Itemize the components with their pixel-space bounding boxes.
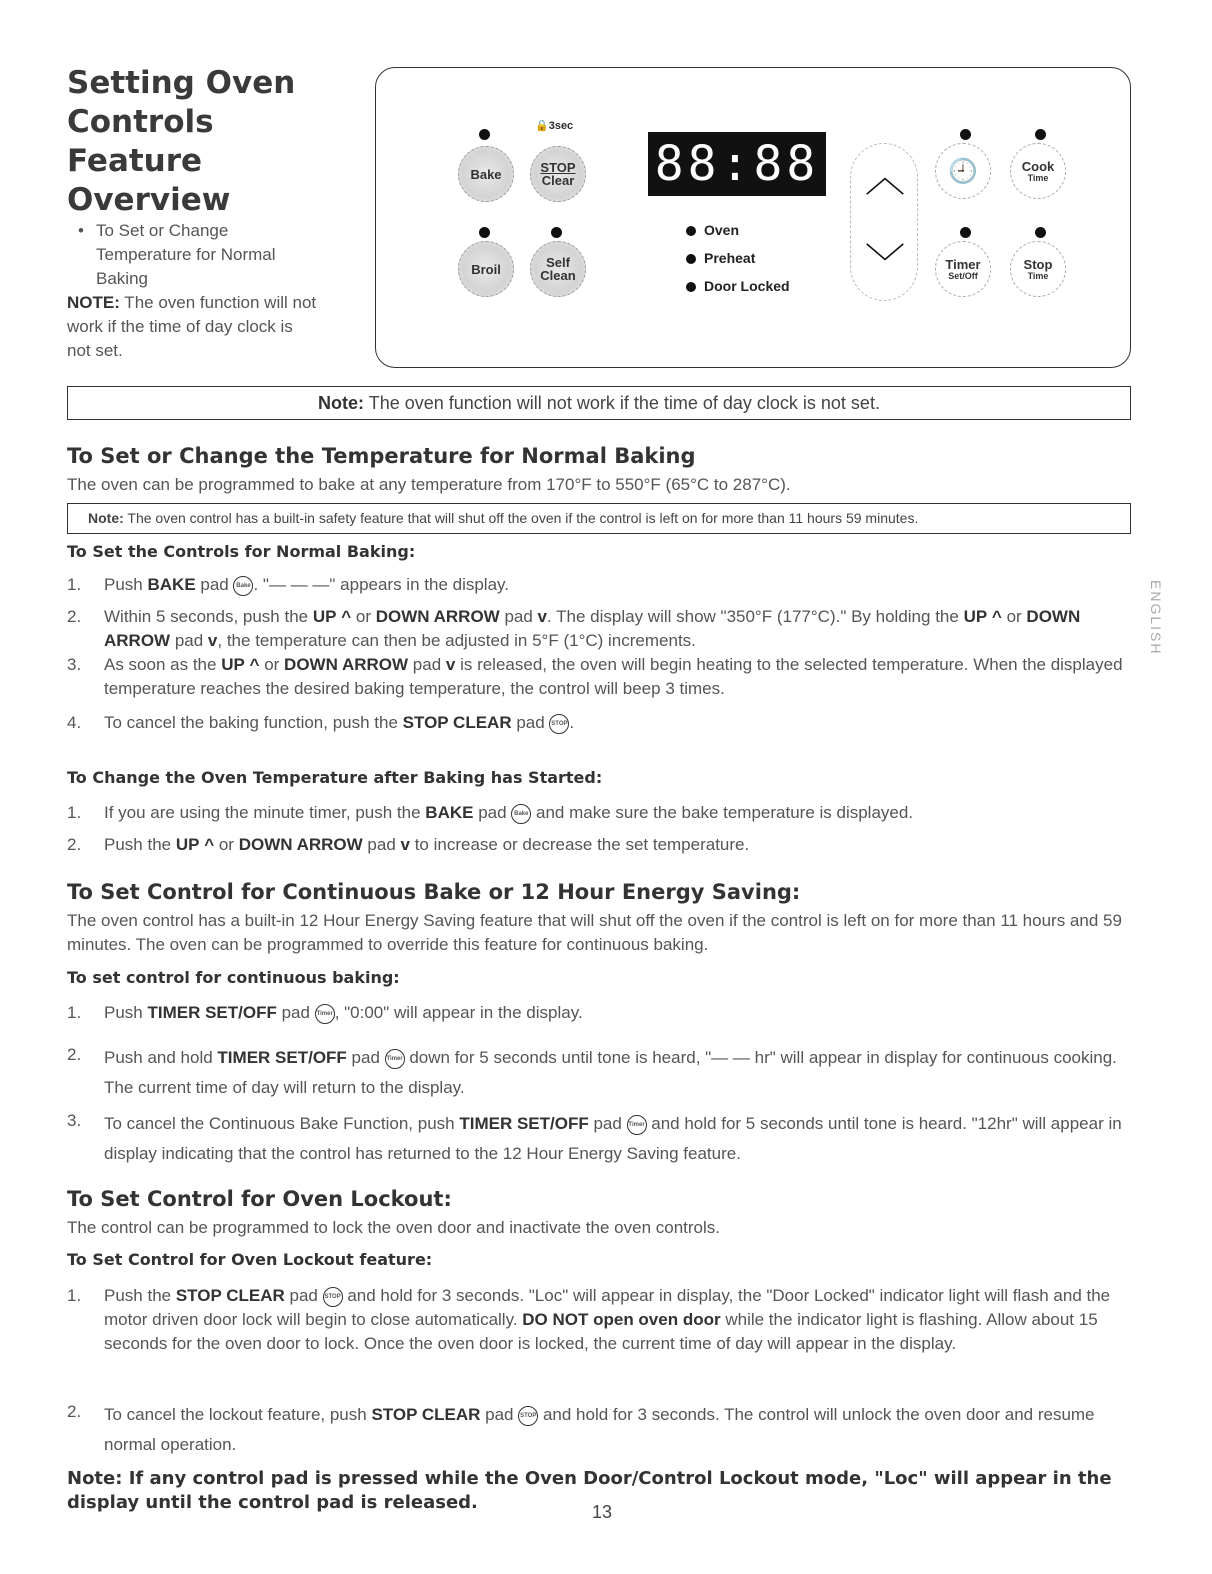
- self-label: Self: [546, 255, 570, 270]
- timer-pad-icon: Timer: [385, 1049, 405, 1069]
- cook-time-pad[interactable]: [1010, 143, 1066, 199]
- clock-led-icon: [960, 129, 971, 140]
- section-intro: The oven control has a built-in 12 Hour Energy Saving feature that will shut off the oven if the control is left on for more than 11 hours and 59 minutes. The oven can be programmed to override this feature for continuous baking.: [67, 911, 1122, 954]
- digital-display: [648, 132, 826, 196]
- timer-pad-icon: Timer: [627, 1115, 647, 1135]
- stop-time-led-icon: [1035, 227, 1046, 238]
- final-note: Note: If any control pad is pressed while the Oven Door/Control Lockout mode, "Loc" will appear in the display until the control pad is released.: [67, 1468, 1112, 1513]
- stop-label: STOP: [540, 160, 576, 175]
- bake-pad[interactable]: [458, 146, 514, 202]
- note-text: The oven control has a built-in safety feature that will shut off the oven if the control is left on for more than 11 hours 59 minutes.: [123, 510, 919, 526]
- lock-label: 3sec: [548, 120, 574, 132]
- timer-pad-icon: Timer: [315, 1004, 335, 1024]
- title-line: Controls: [67, 104, 214, 140]
- down-arrow-icon[interactable]: ﹀: [865, 241, 905, 287]
- page-number: 13: [592, 1502, 613, 1522]
- clock-pad[interactable]: [935, 143, 991, 199]
- note-text: The oven function will not work if the time of day clock is not set.: [364, 393, 880, 413]
- safety-note-box: [67, 503, 1131, 534]
- subheading: To Change the Oven Temperature after Baking has Started:: [67, 768, 603, 787]
- bake-led-icon: [479, 129, 490, 140]
- clock-icon: 🕘: [948, 157, 978, 185]
- control-panel-illustration: [375, 67, 1131, 368]
- self-clean-led-icon: [551, 227, 562, 238]
- up-arrow-icon[interactable]: ︿: [865, 155, 905, 201]
- bake-pad-label: Bake: [470, 166, 502, 182]
- indicator-dot-icon: [686, 226, 696, 236]
- bullet-text: To Set or Change Temperature for Normal Baking: [96, 221, 276, 288]
- bullet-dot-icon: •: [78, 221, 84, 240]
- cook-sub-label: Time: [1027, 172, 1049, 183]
- timer-sub-label: Set/Off: [948, 270, 978, 281]
- page-title: [67, 64, 357, 220]
- clock-note-box: [67, 386, 1131, 420]
- stop-clear-pad[interactable]: [530, 146, 586, 202]
- stop-time-sub-label: Time: [1027, 270, 1049, 281]
- display-digits: 88:88: [654, 136, 820, 192]
- title-line: Setting Oven: [67, 65, 296, 101]
- cook-label: Cook: [1021, 158, 1055, 174]
- side-note-label: NOTE:: [67, 293, 120, 312]
- section-intro: The oven can be programmed to bake at any temperature from 170°F to 550°F (65°C to 287°C).: [67, 475, 791, 494]
- title-line: Feature: [67, 143, 203, 179]
- cook-time-led-icon: [1035, 129, 1046, 140]
- clean-label: Clean: [540, 268, 576, 283]
- arrow-pads: [850, 143, 918, 301]
- subheading: To set control for continuous baking:: [67, 968, 400, 987]
- subheading: To Set Control for Oven Lockout feature:: [67, 1250, 433, 1269]
- language-side-tab: ENGLISH: [1148, 580, 1164, 656]
- preheat-indicator: [686, 250, 755, 266]
- door-locked-indicator: [686, 278, 790, 294]
- lock-indicator: 🔒3sec: [535, 120, 574, 132]
- indicator-label: Oven: [704, 222, 740, 238]
- side-note: [67, 291, 317, 363]
- broil-pad[interactable]: [458, 241, 514, 297]
- timer-led-icon: [960, 227, 971, 238]
- stop-clear-pad-icon: STOP: [323, 1287, 343, 1307]
- bake-pad-icon: Bake: [233, 576, 253, 596]
- note-label: Note:: [318, 393, 365, 413]
- indicator-dot-icon: [686, 254, 696, 264]
- broil-pad-label: Broil: [471, 261, 501, 277]
- stop-time-label: Stop: [1023, 256, 1053, 272]
- section-heading-continuous-bake: To Set Control for Continuous Bake or 12 Hour Energy Saving:: [67, 880, 801, 904]
- self-clean-pad[interactable]: [530, 241, 586, 297]
- broil-led-icon: [479, 227, 490, 238]
- indicator-label: Door Locked: [704, 278, 790, 294]
- section-intro: The control can be programmed to lock the oven door and inactivate the oven controls.: [67, 1218, 720, 1237]
- title-line: Overview: [67, 182, 231, 218]
- section-heading-normal-baking: To Set or Change the Temperature for Normal Baking: [67, 444, 696, 468]
- timer-label: Timer: [945, 256, 981, 272]
- note-label: Note:: [88, 510, 124, 526]
- indicator-dot-icon: [686, 282, 696, 292]
- stop-time-pad[interactable]: [1010, 241, 1066, 297]
- indicator-label: Preheat: [704, 250, 756, 266]
- oven-indicator: [686, 222, 739, 238]
- stop-clear-pad-icon: STOP: [549, 714, 569, 734]
- section-heading-oven-lockout: To Set Control for Oven Lockout:: [67, 1187, 452, 1211]
- stop-clear-pad-icon: STOP: [518, 1406, 538, 1426]
- bake-pad-icon: Bake: [511, 804, 531, 824]
- clear-label: Clear: [541, 173, 575, 188]
- subheading: To Set the Controls for Normal Baking:: [67, 542, 416, 561]
- timer-pad[interactable]: [935, 241, 991, 297]
- side-note-text: The oven function will not work if the time of day clock is not set.: [67, 293, 317, 360]
